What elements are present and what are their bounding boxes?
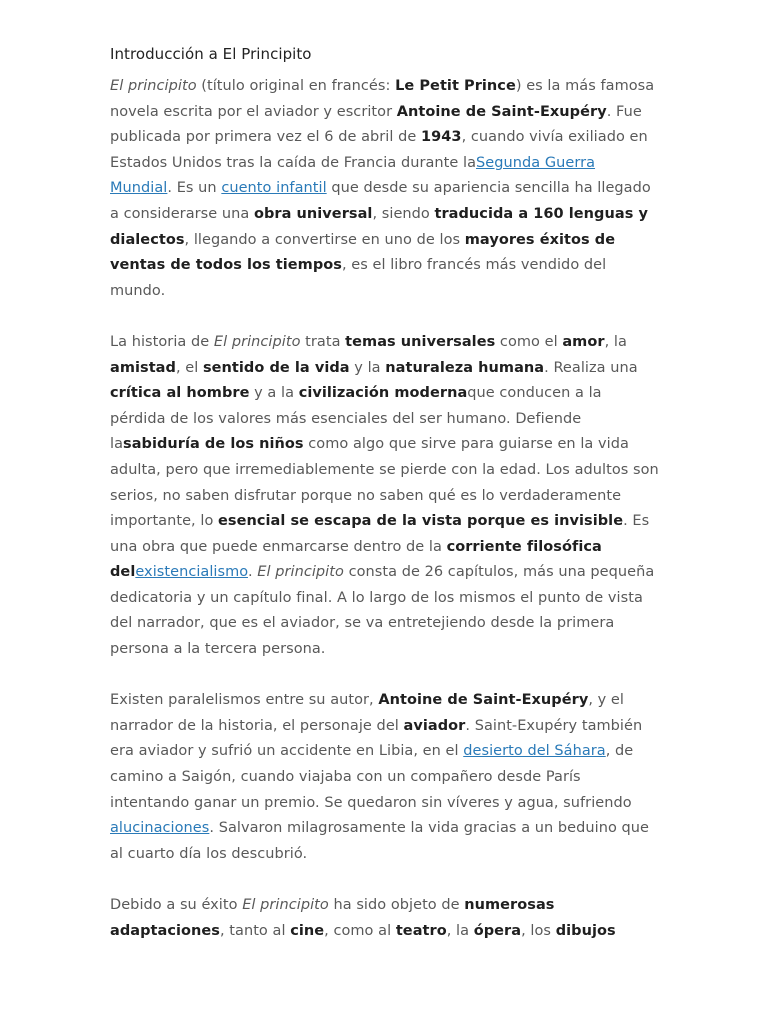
paragraph-intro bbox=[110, 74, 660, 304]
bold-text: dibujos bbox=[555, 922, 616, 939]
text: que desde su apariencia sencilla ha llegado a considerarse una bbox=[110, 180, 651, 222]
document-page bbox=[110, 42, 660, 970]
text: Existen paralelismos entre su autor, bbox=[110, 692, 379, 709]
text: , la bbox=[604, 333, 627, 350]
text: . Salvaron milagrosamente la vida gracias a un beduino que al cuarto día los descubrió. bbox=[110, 820, 650, 862]
bold-text: aviador bbox=[403, 717, 466, 734]
text: . Saint-Exupéry también era aviador y sufrió un accidente en Libia, en el bbox=[110, 717, 643, 760]
bold-text: obra universal bbox=[253, 205, 373, 222]
link-segunda-guerra-mundial[interactable]: Segunda Guerra Mundial bbox=[110, 154, 596, 197]
document-title: Introducción a El Principito bbox=[110, 45, 312, 63]
text: , es el libro francés más vendido del mundo. bbox=[110, 257, 607, 299]
text: . Fue publicada por primera vez el 6 de abril de bbox=[110, 103, 642, 146]
text: . Realiza una bbox=[544, 359, 638, 376]
text: como algo que sirve para guiarse en la vida adulta, pero que irremediablemente se pierde con la edad. Los adultos son serios, no saben disfrutar porque no saben qué es lo verdaderamente importante, lo bbox=[110, 436, 659, 530]
bold-text: temas universales bbox=[345, 333, 496, 350]
bold-text: crítica al hombre bbox=[110, 385, 250, 402]
bold-text: amistad bbox=[110, 359, 176, 376]
bold-text: amor bbox=[562, 333, 605, 350]
paragraph-themes bbox=[110, 330, 660, 663]
text: , los bbox=[521, 922, 556, 939]
text: ) es la más famosa novela escrita por el aviador y escritor bbox=[110, 78, 655, 120]
text: , cuando vivía exiliado en Estados Unidos tras la caída de Francia durante la bbox=[110, 129, 648, 171]
text: y la bbox=[349, 359, 386, 376]
bold-text: ópera bbox=[473, 922, 522, 939]
text: El principito bbox=[110, 78, 197, 94]
text: , la bbox=[446, 922, 474, 939]
bold-text: Antoine de Saint-Exupéry bbox=[396, 103, 607, 120]
text: La historia de bbox=[110, 333, 214, 350]
text: Debido a su éxito bbox=[110, 897, 243, 913]
text: , y el narrador de la historia, el personaje del bbox=[110, 692, 624, 734]
paragraph-adaptations bbox=[110, 893, 660, 944]
text: que conducen a la pérdida de los valores más esenciales del ser humano. Defiende la bbox=[110, 385, 602, 453]
link-cuento-infantil[interactable]: cuento infantil bbox=[221, 180, 327, 197]
bold-text: traducida a 160 lenguas y dialectos bbox=[110, 205, 648, 248]
bold-text: civilización moderna bbox=[298, 385, 468, 402]
text: , como al bbox=[324, 922, 396, 939]
bold-text: naturaleza humana bbox=[385, 359, 545, 376]
bold-text: sentido de la vida bbox=[202, 359, 350, 376]
bold-text: esencial se escapa de la vista porque es invisible bbox=[218, 513, 624, 530]
text: , llegando a convertirse en uno de los bbox=[184, 231, 465, 248]
link-desierto-del-sahara[interactable]: desierto del Sáhara bbox=[463, 743, 606, 760]
text: . bbox=[247, 564, 258, 581]
link-existencialismo[interactable]: existencialismo bbox=[135, 564, 248, 581]
paragraph-parallels bbox=[110, 688, 660, 867]
text: (título original en francés: bbox=[196, 78, 396, 94]
bold-text: mayores éxitos de ventas de todos los tiempos bbox=[110, 231, 616, 274]
italic-text: El principito bbox=[242, 897, 329, 913]
italic-text: El principito bbox=[257, 564, 344, 581]
bold-text: teatro bbox=[395, 922, 447, 939]
text: ha sido objeto de bbox=[328, 897, 465, 913]
text: , siendo bbox=[372, 205, 435, 222]
link-alucinaciones[interactable]: alucinaciones bbox=[110, 820, 210, 837]
text: y a la bbox=[249, 385, 299, 402]
text: como el bbox=[495, 333, 563, 350]
text: . Es un bbox=[167, 180, 222, 197]
text: trata bbox=[300, 333, 346, 350]
bold-text: Le Petit Prince bbox=[395, 78, 516, 94]
text: , tanto al bbox=[219, 922, 291, 939]
italic-text: El principito bbox=[213, 333, 301, 350]
text: . Es una obra que puede enmarcarse dentro de la bbox=[110, 513, 650, 555]
bold-text: corriente filosófica del bbox=[110, 538, 602, 581]
text: consta de 26 capítulos, más una pequeña dedicatoria y un capítulo final. A lo largo de los mismos el punto de vista del narrador, que es el aviador, se va entretejiendo desde la primera persona a la tercera persona. bbox=[110, 564, 655, 658]
bold-text: numerosas adaptaciones bbox=[110, 897, 555, 939]
bold-text: Antoine de Saint-Exupéry bbox=[378, 692, 589, 709]
bold-text: cine bbox=[290, 922, 325, 939]
bold-text: sabiduría de los niños bbox=[123, 436, 304, 453]
text: , de camino a Saigón, cuando viajaba con un compañero desde París intentando ganar un premio. Se quedaron sin víveres y agua, sufriendo bbox=[110, 743, 634, 811]
text: , el bbox=[175, 359, 203, 376]
bold-text: 1943 bbox=[421, 129, 462, 146]
